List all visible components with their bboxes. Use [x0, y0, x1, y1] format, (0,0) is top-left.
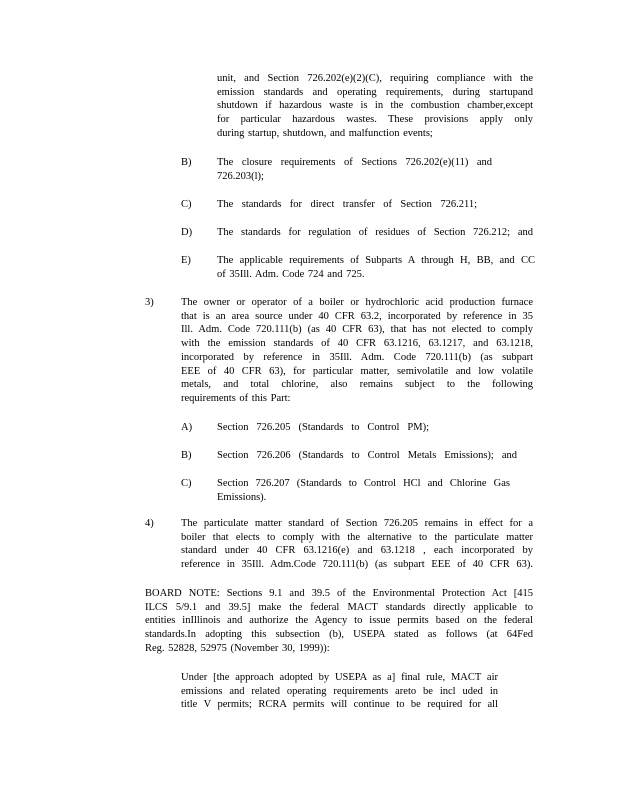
board-note: [145, 587, 533, 656]
item-e-label: E): [181, 255, 191, 266]
item-3b-label: B): [181, 450, 192, 461]
item-3b-text: [217, 449, 517, 463]
item-b-text: [217, 156, 492, 183]
text-line: 726.203(l);: [217, 170, 264, 182]
item-c-text: [217, 198, 477, 212]
text-line: The applicable requirements of Subparts A through H, BB, and CC: [217, 255, 535, 266]
text-line: unit, and Section 726.202(e)(2)(C), requiring compliance with the: [217, 73, 533, 84]
text-line: metals, and total chlorine, also remains subject to the following: [181, 379, 533, 391]
text-line: requirements of this Part:: [181, 392, 291, 404]
text-line: that is an area source under 40 CFR 63.2, incorporated by reference in 35: [181, 310, 533, 322]
text-line: The standards for direct transfer of Section 726.211;: [217, 199, 477, 210]
item-3-text: [181, 296, 533, 406]
text-line: standards.In adopting this subsection (b), USEPA stated as follows (at 64Fed: [145, 629, 533, 641]
intro-paragraph: [217, 72, 533, 141]
text-line: ILCS 5/9.1 and 39.5] make the federal MACT standards directly applicable to: [145, 601, 533, 613]
item-c-label: C): [181, 199, 192, 210]
item-3-label: 3): [145, 297, 154, 308]
item-3a-text: [217, 421, 429, 435]
text-line: Section 726.205 (Standards to Control PM);: [217, 422, 429, 433]
text-line: standard under 40 CFR 63.1216(e) and 63.1218 , each incorporated by: [181, 545, 533, 557]
item-4-text: [181, 517, 533, 572]
text-line: incorporated by reference in 35Ill. Adm. Code 720.111(b) (as subpart: [181, 351, 533, 363]
text-line: Under [the approach adopted by USEPA as a] final rule, MACT air: [181, 672, 498, 683]
text-line: of 35Ill. Adm. Code 724 and 725.: [217, 268, 365, 280]
text-line: EEE of 40 CFR 63), for particular matter, semivolatile and low volatile: [181, 365, 533, 377]
text-line: Ill. Adm. Code 720.111(b) (as 40 CFR 63), that has not elected to comply: [181, 324, 533, 336]
item-3c-text: [217, 477, 510, 504]
text-line: boiler that elects to comply with the alternative to the particulate matter: [181, 531, 533, 543]
text-line: with the emission standards of 40 CFR 63.1216, 63.1217, and 63.1218,: [181, 338, 533, 350]
text-line: The owner or operator of a boiler or hydrochloric acid production furnace: [181, 297, 533, 308]
text-line: emission standards and operating requirements, during startupand: [217, 86, 533, 98]
text-line: Emissions).: [217, 491, 267, 503]
item-e-text: [217, 254, 535, 281]
text-line: Section 726.207 (Standards to Control HCl and Chlorine Gas: [217, 478, 510, 489]
text-line: shutdown if hazardous waste is in the combustion chamber,except: [217, 100, 533, 112]
text-line: during startup, shutdown, and malfunction events;: [217, 127, 433, 139]
text-line: title V permits; RCRA permits will continue to be required for all: [181, 699, 498, 711]
text-line: The closure requirements of Sections 726.202(e)(11) and: [217, 157, 492, 168]
item-b-label: B): [181, 157, 192, 168]
text-line: The standards for regulation of residues of Section 726.212; and: [217, 227, 533, 238]
text-line: emissions and related operating requirements areto be incl uded in: [181, 685, 498, 697]
quoted-passage: [181, 671, 498, 712]
text-line: Reg. 52828, 52975 (November 30, 1999)):: [145, 642, 330, 654]
text-line: entities inIllinois and authorize the Agency to issue permits based on the federal: [145, 615, 533, 627]
item-d-label: D): [181, 227, 193, 238]
text-line: The particulate matter standard of Section 726.205 remains in effect for a: [181, 518, 533, 529]
text-line: Section 726.206 (Standards to Control Metals Emissions); and: [217, 450, 517, 461]
text-line: BOARD NOTE: Sections 9.1 and 39.5 of the Environmental Protection Act [415: [145, 588, 533, 599]
item-3c-label: C): [181, 478, 192, 489]
item-d-text: [217, 226, 533, 240]
item-4-label: 4): [145, 518, 154, 529]
item-3a-label: A): [181, 422, 193, 433]
text-line: reference in 35Ill. Adm.Code 720.111(b) (as subpart EEE of 40 CFR 63).: [181, 559, 533, 571]
text-line: for particular hazardous wastes. These provisions apply only: [217, 114, 533, 126]
